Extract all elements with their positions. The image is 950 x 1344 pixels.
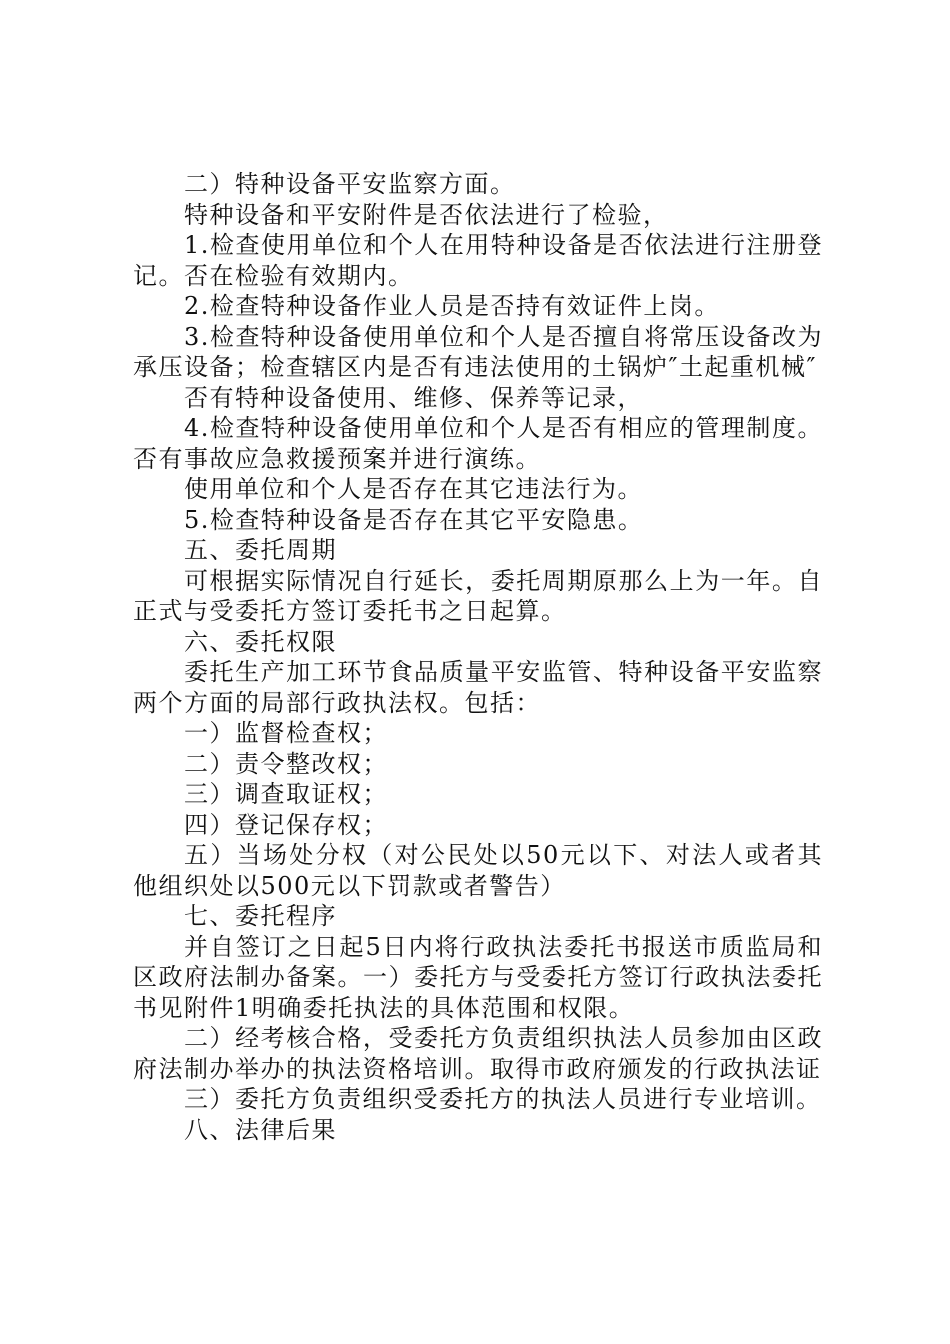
paragraph-item-5: 5.检查特种设备是否存在其它平安隐患。 xyxy=(184,505,644,534)
paragraph-records-question: 否有特种设备使用、维修、保养等记录， xyxy=(184,383,643,412)
section-heading-authority: 六、委托权限 xyxy=(184,627,337,656)
paragraph-authority-3: 三）调查取证权； xyxy=(184,780,388,808)
paragraph-authority-2: 二）责令整改权； xyxy=(184,749,388,778)
paragraph-item-3: 3.检查特种设备使用单位和个人是否擅自将常压设备改为承压设备；检查辖区内是否有违法使用的土锅炉″土起重机械″ xyxy=(133,322,823,381)
section-heading-legal-consequences: 八、法律后果 xyxy=(184,1115,337,1144)
document-body xyxy=(133,169,823,1145)
section-heading-procedure: 七、委托程序 xyxy=(184,902,337,930)
paragraph-procedure-3: 三）委托方负责组织受委托方的执法人员进行专业培训。 xyxy=(184,1085,822,1113)
paragraph-period-detail: 可根据实际情况自行延长，委托周期原那么上为一年。自正式与受委托方签订委托书之日起算。 xyxy=(133,566,823,625)
paragraph-procedure-1: 并自签订之日起5日内将行政执法委托书报送市质监局和区政府法制办备案。一）委托方与受委托方签订行政执法委托书见附件1明确委托执法的具体范围和权限。 xyxy=(133,932,823,1022)
paragraph-authority-5: 五）当场处分权（对公民处以50元以下、对法人或者其他组织处以500元以下罚款或者警告） xyxy=(133,841,823,900)
section-heading-period: 五、委托周期 xyxy=(184,536,337,564)
paragraph-authority-1: 一）监督检查权； xyxy=(184,719,388,747)
paragraph-item-4: 4.检查特种设备使用单位和个人是否有相应的管理制度。否有事故应急救援预案并进行演练。 xyxy=(133,414,823,473)
paragraph-item-1: 1.检查使用单位和个人在用特种设备是否依法进行注册登记。否在检验有效期内。 xyxy=(133,231,823,290)
paragraph-special-equipment-heading: 二）特种设备平安监察方面。 xyxy=(184,170,516,198)
paragraph-authority-detail: 委托生产加工环节食品质量平安监管、特种设备平安监察两个方面的局部行政执法权。包括： xyxy=(133,658,823,717)
paragraph-procedure-2: 二）经考核合格，受委托方负责组织执法人员参加由区政府法制办举办的执法资格培训。取得市政府颁发的行政执法证 xyxy=(133,1024,823,1083)
paragraph-authority-4: 四）登记保存权； xyxy=(184,810,388,839)
paragraph-inspection-question: 特种设备和平安附件是否依法进行了检验， xyxy=(184,200,669,229)
paragraph-violations-question: 使用单位和个人是否存在其它违法行为。 xyxy=(184,475,643,503)
paragraph-item-2: 2.检查特种设备作业人员是否持有效证件上岗。 xyxy=(184,292,720,320)
